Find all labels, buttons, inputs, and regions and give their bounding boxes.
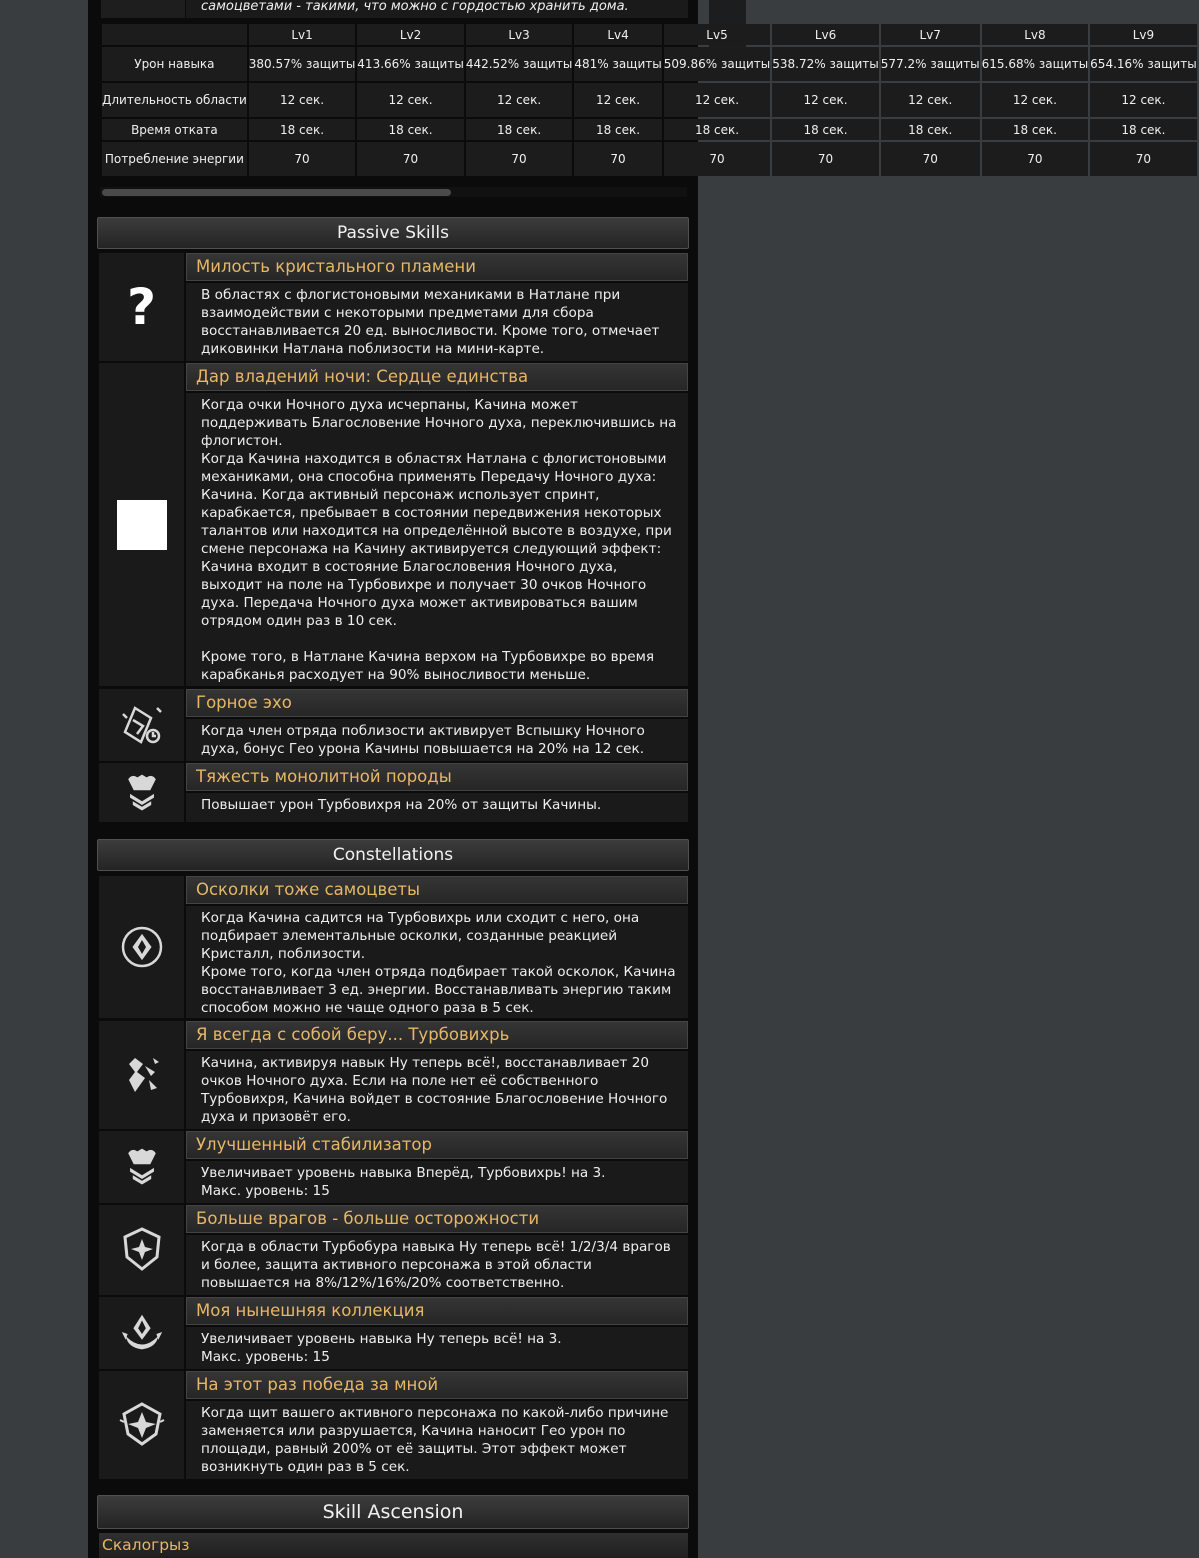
constellation-row [99, 876, 688, 1018]
constellation-row [99, 1131, 688, 1203]
skill-description [186, 1161, 688, 1203]
table-cell-value: 577.2% защиты [880, 57, 980, 71]
desc-paragraph: Когда Качина находится в областях Натлана с флогистоновыми механиками, она способна применять Передачу Ночного духа: Качина. Когда активный персонаж использует спринт, карабкается, пребывает в состоянии передвижения некоторых талантов или находится на определённой высоте в воздухе, при смене персонажа на Качину активируется следующий эффект: Качина входит в состояние Благословения Ночного духа, выходит на поле на Турбовихре и получает 30 очков Ночного духа. Передача Ночного духа может активироваться вашим отрядом один раз в 10 сек. [201, 451, 672, 629]
table-horizontal-scrollbar[interactable] [100, 187, 687, 197]
desc-paragraph: Увеличивает уровень навыка Вперёд, Турбовихрь! на 3. [201, 1165, 606, 1181]
table-cell: 70 [1090, 142, 1197, 176]
table-cell-value: 442.52% защиты [465, 57, 573, 71]
level-header: Lv2 [357, 24, 464, 45]
desc-paragraph: Когда член отряда поблизости активирует Вспышку Ночного духа, бонус Гео урона Качины повышается на 20% на 12 сек. [201, 723, 645, 757]
skill-title: Я всегда с собой беру... Турбовихрь [186, 1021, 688, 1049]
constellations-header: Constellations [97, 839, 689, 871]
desc-paragraph: Когда очки Ночного духа исчерпаны, Качина может поддерживать Благословение Ночного духа, переключившись на флогистон. [201, 397, 677, 449]
desc-paragraph [201, 630, 682, 648]
table-cell-value: 509.86% защиты [663, 57, 771, 71]
monolith-weight-icon [99, 763, 184, 822]
skill-description [186, 793, 688, 822]
desc-paragraph: Макс. уровень: 15 [201, 1349, 330, 1365]
skill-title: Дар владений ночи: Сердце единства [186, 363, 688, 391]
collection-icon [99, 1297, 184, 1369]
desc-paragraph: Когда щит вашего активного персонажа по какой-либо причине заменяется или разрушается, Качина наносит Гео урон по площади, равный 200% от её защиты. Этот эффект может возникнуть один раз в 5 сек. [201, 1405, 669, 1475]
level-header: Lv9 [1090, 24, 1197, 45]
table-cell [249, 47, 356, 81]
previous-skill-description [186, 0, 688, 18]
skill-description [186, 393, 688, 686]
table-cell: 12 сек. [881, 83, 980, 117]
level-header: Lv5 [664, 24, 771, 45]
table-cell: 12 сек. [982, 83, 1089, 117]
row-label: Время отката [102, 119, 247, 140]
level-header: Lv7 [881, 24, 980, 45]
table-cell-value: 615.68% защиты [981, 57, 1089, 71]
table-cell [357, 47, 464, 81]
passive-skill-row [99, 763, 688, 822]
table-cell [466, 47, 573, 81]
skill-title: Больше врагов - больше осторожности [186, 1205, 688, 1233]
row-label: Длительность области [102, 83, 247, 117]
previous-skill-icon-cell [101, 0, 185, 18]
skill-title: Милость кристального пламени [186, 253, 688, 281]
skill-description [186, 1051, 688, 1129]
desc-paragraph: Когда Качина садится на Турбовихрь или сходит с него, она подбирает элементальные осколки, созданные реакцией Кристалл, поблизости. [201, 910, 640, 962]
desc-paragraph: Кроме того, когда член отряда подбирает такой осколок, Качина восстанавливает 3 ед. энергии. Восстанавливать энергию таким способом можно не чаще одного раза в 5 сек. [201, 964, 676, 1016]
table-cell: 18 сек. [357, 119, 464, 140]
skill-description [186, 283, 688, 361]
row-label: Потребление энергии [102, 142, 247, 176]
table-cell: 18 сек. [772, 119, 879, 140]
table-cell: 18 сек. [249, 119, 356, 140]
table-cell: 18 сек. [664, 119, 771, 140]
shield-star-icon [99, 1205, 184, 1295]
table-cell [664, 47, 771, 81]
table-cell: 12 сек. [1090, 83, 1197, 117]
desc-paragraph: Макс. уровень: 15 [201, 1183, 330, 1199]
question-mark-icon: ? [99, 253, 184, 361]
constellation-row [99, 1021, 688, 1129]
skill-description [186, 906, 688, 1018]
table-cell: 12 сек. [772, 83, 879, 117]
table-cell: 70 [881, 142, 980, 176]
mountain-echo-icon [99, 689, 184, 761]
desc-paragraph: Повышает урон Турбовихря на 20% от защиты Качины. [201, 797, 602, 813]
table-cell: 70 [574, 142, 661, 176]
skill-title: Моя нынешняя коллекция [186, 1297, 688, 1325]
skill-title: Осколки тоже самоцветы [186, 876, 688, 904]
table-cell-value: 481% защиты [574, 57, 662, 71]
table-cell: 18 сек. [574, 119, 661, 140]
skill-title: Улучшенный стабилизатор [186, 1131, 688, 1159]
table-cell: 70 [249, 142, 356, 176]
stabilizer-icon [99, 1131, 184, 1203]
table-cell: 12 сек. [357, 83, 464, 117]
desc-paragraph: Когда в области Турбобура навыка Ну теперь всё! 1/2/3/4 врагов и более, защита активного персонажа в этой области повышается на 8%/12%/16%/20% соответственно. [201, 1239, 671, 1291]
level-header: Lv1 [249, 24, 356, 45]
constellation-row [99, 1297, 688, 1369]
table-cell: 70 [772, 142, 879, 176]
table-cell [772, 47, 879, 81]
skill-ascension-header: Skill Ascension [97, 1495, 689, 1529]
desc-paragraph: Увеличивает уровень навыка Ну теперь всё! на 3. [201, 1331, 562, 1347]
skill-title: Горное эхо [186, 689, 688, 717]
table-corner [102, 24, 247, 45]
skill-title: На этот раз победа за мной [186, 1371, 688, 1399]
table-cell [881, 47, 980, 81]
skill-scaling-table[interactable] [100, 22, 1197, 199]
table-cell: 70 [982, 142, 1089, 176]
skill-description [186, 1401, 688, 1479]
desc-paragraph: В областях с флогистоновыми механиками в Натлане при взаимодействии с некоторыми предметами для сбора восстанавливается 20 ед. выносливости. Кроме того, отмечает диковинки Натлана поблизости на мини-карте. [201, 287, 660, 357]
scrollbar-thumb[interactable] [102, 189, 451, 196]
turbo-drill-icon [99, 1021, 184, 1129]
shards-gem-icon [99, 876, 184, 1018]
passive-skill-row [99, 363, 688, 686]
level-header: Lv3 [466, 24, 573, 45]
previous-skill-text: самоцветами - такими, что можно с гордостью хранить дома. [201, 0, 629, 14]
level-header: Lv8 [982, 24, 1089, 45]
desc-paragraph: Кроме того, в Натлане Качина верхом на Турбовихре во время карабканья расходует на 90% выносливости меньше. [201, 649, 655, 683]
row-label: Урон навыка [102, 47, 247, 81]
skill-description [186, 1327, 688, 1369]
table-cell: 12 сек. [664, 83, 771, 117]
table-cell: 70 [357, 142, 464, 176]
victory-star-icon [99, 1371, 184, 1479]
table-cell: 12 сек. [249, 83, 356, 117]
level-header: Lv6 [772, 24, 879, 45]
table-cell [982, 47, 1089, 81]
table-cell-value: 413.66% защиты [357, 57, 464, 71]
table-cell-value: 380.57% защиты [248, 57, 356, 71]
table-cell: 18 сек. [982, 119, 1089, 140]
table-cell: 70 [466, 142, 573, 176]
constellation-row [99, 1205, 688, 1295]
passive-skills-header: Passive Skills [97, 217, 689, 249]
skill-description [186, 1235, 688, 1295]
table-cell: 70 [664, 142, 771, 176]
table-cell [574, 47, 661, 81]
passive-skill-row [99, 253, 688, 361]
skill-description [186, 719, 688, 761]
table-cell-value: 538.72% защиты [772, 57, 879, 71]
table-cell: 18 сек. [466, 119, 573, 140]
table-cell: 12 сек. [574, 83, 661, 117]
passive-skill-row [99, 689, 688, 761]
table-cell [1090, 47, 1197, 81]
skill-title: Тяжесть монолитной породы [186, 763, 688, 791]
table-cell: 18 сек. [881, 119, 980, 140]
ascension-material-name: Скалогрыз [99, 1533, 688, 1558]
table-cell: 18 сек. [1090, 119, 1197, 140]
constellation-row [99, 1371, 688, 1479]
table-cell: 12 сек. [466, 83, 573, 117]
desc-paragraph: Качина, активируя навык Ну теперь всё!, восстанавливает 20 очков Ночного духа. Если на поле нет её собственного Турбовихря, Качина войдет в состояние Благословение Ночного духа и призовёт его. [201, 1055, 668, 1125]
level-header: Lv4 [574, 24, 661, 45]
table-cell-value: 654.16% защиты [1090, 57, 1197, 71]
blank-placeholder-icon [99, 363, 184, 686]
